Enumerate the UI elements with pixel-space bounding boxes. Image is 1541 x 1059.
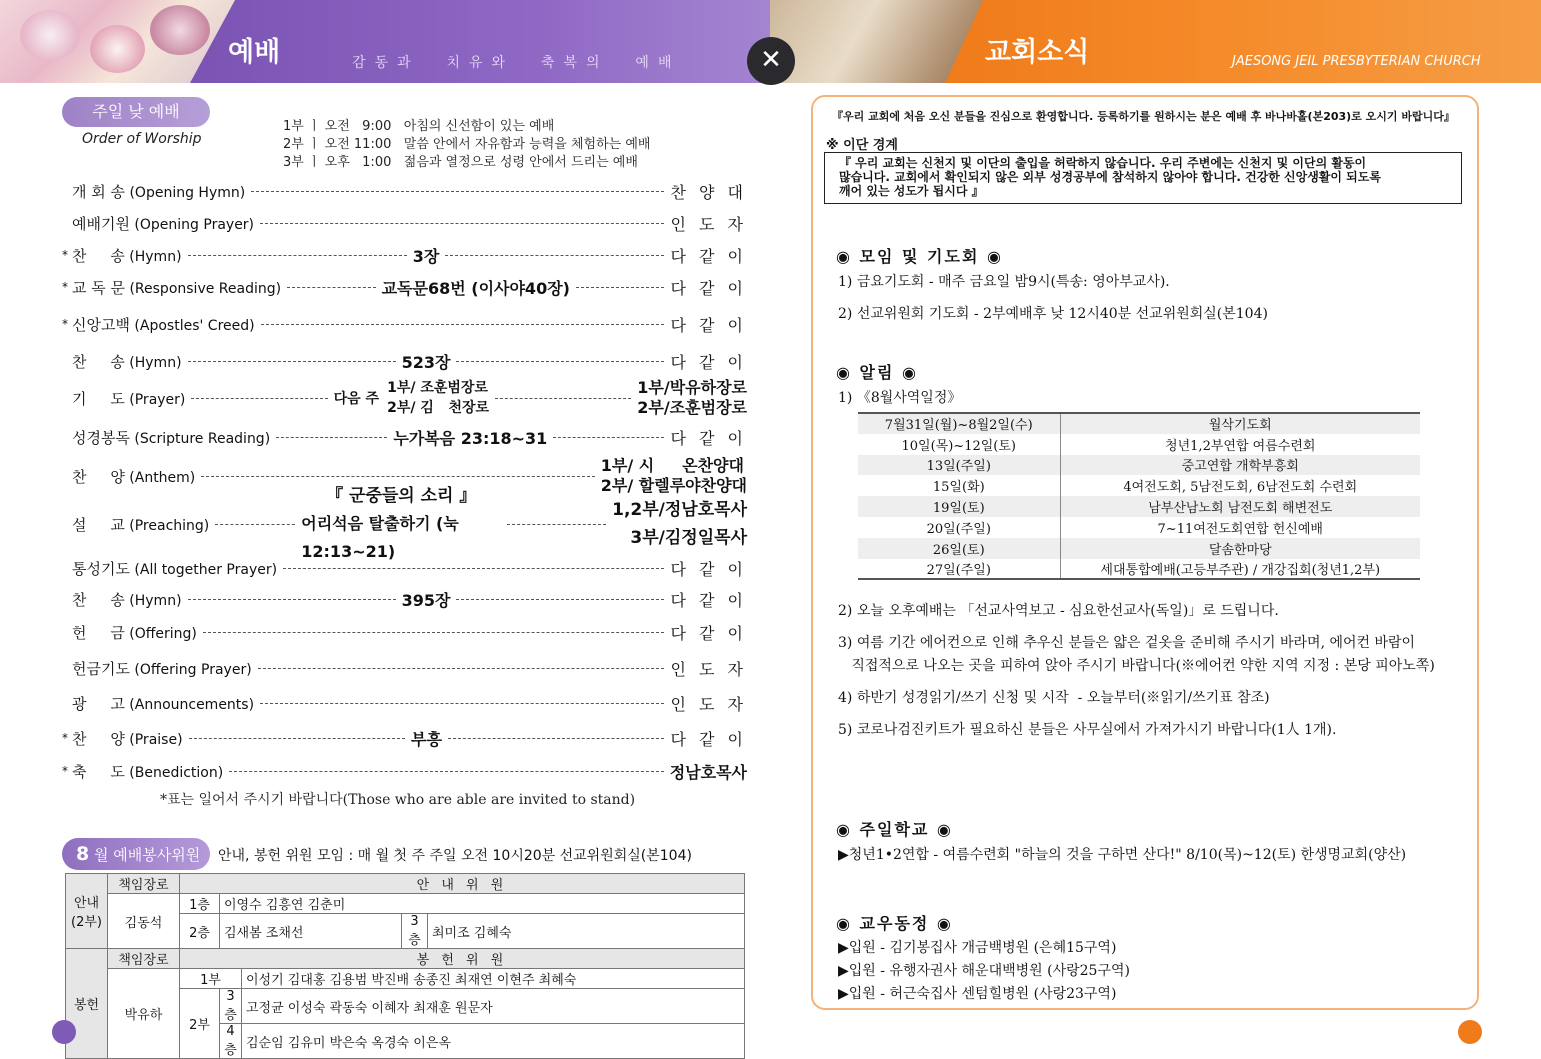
notice-item-4: 4) 하반기 성경읽기/쓰기 신청 및 시작 - 오늘부터(※읽기/쓰기표 참조) bbox=[838, 690, 1270, 706]
offering-floor-3: 3층 bbox=[220, 989, 242, 1024]
order-item-label-en: (Hymn) bbox=[124, 354, 182, 371]
anthem-label-ko: 찬 양 bbox=[72, 467, 125, 486]
notice-section-title: ◉ 알림 ◉ bbox=[836, 363, 918, 382]
prayer-leader-2: 2부/조훈범장로 bbox=[637, 398, 748, 417]
order-item-leader: 다 같 이 bbox=[670, 278, 748, 298]
prayer-label-en: (Prayer) bbox=[124, 391, 186, 408]
order-item-label-ko: 광 고 bbox=[72, 694, 125, 713]
offering-floor-3-names: 고정균 이성숙 곽동숙 이혜자 최재훈 원문자 bbox=[242, 989, 745, 1024]
schedule-event: 청년1,2부연합 여름수련회 bbox=[1165, 438, 1316, 454]
warning-line-1: 『 우리 교회는 신천지 및 이단의 출입을 허락하지 않습니다. 우리 주변에는 신천지 및 이단의 활동이 bbox=[839, 156, 1367, 170]
order-row bbox=[62, 210, 747, 236]
schedule-event: 달솜한마당 bbox=[1060, 538, 1420, 559]
order-item-leader: 다 같 이 bbox=[670, 428, 747, 448]
august-schedule-table bbox=[858, 412, 1420, 580]
order-item-label-ko: 예배기원 bbox=[72, 214, 130, 233]
order-item-label bbox=[72, 277, 281, 298]
next-prayer-2: 2부/ 김 천장로 bbox=[387, 400, 490, 416]
order-row bbox=[62, 242, 747, 268]
order-item-label bbox=[72, 213, 254, 234]
service-time-2: 2부 ㅣ 오전 11:00 말씀 안에서 자유함과 능력을 체험하는 예배 bbox=[283, 137, 651, 152]
member-news-title: ◉ 교우동정 ◉ bbox=[836, 914, 953, 933]
order-item-label bbox=[72, 622, 197, 643]
notice-item-3a: 3) 여름 기간 에어컨으로 인해 추우신 분들은 얇은 겉옷을 준비해 주시기 바라며, 에어컨 바람이 bbox=[838, 635, 1416, 651]
order-item-label-en: (Scripture Reading) bbox=[129, 430, 271, 447]
schedule-row bbox=[858, 455, 1420, 476]
offering-floor-4: 4층 bbox=[220, 1024, 242, 1059]
heresy-warning-heading: ※ 이단 경계 bbox=[826, 138, 898, 153]
page-number-right bbox=[1458, 1020, 1482, 1044]
order-item-leader: 다 같 이 bbox=[670, 623, 747, 643]
order-row bbox=[62, 311, 747, 337]
guide-header: 안 내 위 원 bbox=[180, 874, 745, 894]
order-row bbox=[62, 758, 747, 784]
sunday-school-title: ◉ 주일학교 ◉ bbox=[836, 820, 953, 839]
warning-line-3: 깨어 있는 성도가 됩시다 』 bbox=[839, 184, 984, 198]
guide-floor-3: 3층 bbox=[402, 914, 428, 949]
order-item-label-ko: 개 회 송 bbox=[72, 182, 126, 201]
preaching-label-ko: 설 교 bbox=[72, 515, 125, 534]
schedule-row bbox=[858, 559, 1420, 580]
order-item-label-ko: 축 도 bbox=[72, 762, 125, 781]
order-row bbox=[62, 424, 747, 450]
sermon-title: 『 군중들의 소리 』 bbox=[326, 486, 477, 506]
member-news-item-1: ▶입원 - 김기봉집사 개금백병원 (은혜15구역) bbox=[838, 940, 1117, 956]
order-item-leader: 다 같 이 bbox=[670, 315, 747, 335]
next-week-label: 다음 주 bbox=[333, 391, 380, 407]
offering-label: 봉헌 bbox=[66, 949, 108, 1059]
order-item-label-ko: 신앙고백 bbox=[72, 315, 130, 334]
heresy-warning-box bbox=[824, 152, 1462, 204]
preacher-2: 3부/김정일목사 bbox=[630, 528, 747, 548]
order-item-label bbox=[72, 589, 182, 610]
meeting-item-2: 2) 선교위원회 기도회 - 2부예배후 낮 12시40분 선교위원회실(본104) bbox=[838, 306, 1268, 322]
stand-marker: * bbox=[62, 248, 68, 262]
schedule-date: 15일(화) bbox=[858, 475, 1060, 496]
page-number-left bbox=[52, 1020, 76, 1044]
meeting-section-title: ◉ 모임 및 기도회 ◉ bbox=[836, 247, 1003, 266]
schedule-date: 20일(주일) bbox=[858, 517, 1060, 538]
volunteers-pill-text: 월 예배봉사위원 bbox=[94, 846, 201, 864]
order-item-label-ko: 찬 송 bbox=[72, 352, 125, 371]
order-row bbox=[62, 348, 747, 374]
service-time-1: 1부 ㅣ 오전 9:00 아침의 신선함이 있는 예배 bbox=[283, 119, 555, 134]
sunday-school-item-1: ▶청년1•2연합 - 여름수련회 "하늘의 것을 구하면 산다!" 8/10(목)~12(토) 한생명교회(양산) bbox=[838, 847, 1407, 863]
order-item-leader: 찬 양 대 bbox=[670, 182, 747, 202]
order-item-label bbox=[72, 558, 277, 579]
member-news-item-2: ▶입원 - 유행자권사 해운대백병원 (사랑25구역) bbox=[838, 963, 1130, 979]
worship-subtitle: 감동과 치유와 축복의 예배 bbox=[352, 55, 681, 71]
offering-elder: 박유하 bbox=[108, 969, 180, 1059]
order-item-leader: 인 도 자 bbox=[670, 659, 747, 679]
order-row bbox=[62, 690, 747, 716]
order-item-detail: 395장 bbox=[401, 590, 451, 610]
order-item-label-ko: 찬 송 bbox=[72, 246, 125, 265]
order-row bbox=[62, 655, 747, 681]
order-row bbox=[62, 274, 747, 300]
notice-item-2: 2) 오늘 오후예배는 「선교사역보고 - 심요한선교사(독일)」로 드립니다. bbox=[838, 603, 1279, 619]
order-item-label-en: (Announcements) bbox=[124, 696, 255, 713]
stand-marker: * bbox=[62, 280, 68, 294]
guide-floor-2: 2층 bbox=[180, 914, 220, 949]
order-item-label-en: (Apostles' Creed) bbox=[129, 317, 255, 334]
volunteers-pill bbox=[62, 838, 210, 870]
order-item-leader: 다 같 이 bbox=[670, 590, 747, 610]
meeting-item-1: 1) 금요기도회 - 매주 금요일 밤9시(특송: 영아부교사). bbox=[838, 274, 1170, 290]
order-item-label bbox=[72, 693, 254, 714]
prayer-label-ko: 기 도 bbox=[72, 389, 125, 408]
order-item-label-en: (Benediction) bbox=[124, 764, 224, 781]
anthem-choir-1: 1부/ 시 온찬양대 bbox=[600, 456, 744, 475]
order-item-leader: 다 같 이 bbox=[670, 729, 747, 749]
order-item-label-en: (Responsive Reading) bbox=[125, 280, 282, 297]
order-item-label-ko: 헌 금 bbox=[72, 623, 125, 642]
guide-sub: (2부) bbox=[71, 915, 102, 930]
order-item-leader: 정남호목사 bbox=[669, 762, 747, 782]
church-name: JAESONG JEIL PRESBYTERIAN CHURCH bbox=[1232, 54, 1481, 69]
order-item-leader: 인 도 자 bbox=[670, 214, 747, 234]
order-of-worship-label: Order of Worship bbox=[82, 131, 202, 147]
schedule-date: 7월31일(월)~8월2일(수) bbox=[858, 413, 1060, 434]
schedule-row bbox=[858, 434, 1420, 455]
preacher-1: 1,2부/정남호목사 bbox=[612, 500, 747, 520]
preaching-label-en: (Preaching) bbox=[124, 517, 210, 534]
schedule-row bbox=[858, 496, 1420, 517]
schedule-date: 19일(토) bbox=[858, 496, 1060, 517]
order-item-label bbox=[72, 658, 252, 679]
sunday-worship-pill: 주일 낮 예배 bbox=[62, 97, 210, 127]
schedule-row bbox=[858, 413, 1420, 434]
offering-service-2: 2부 bbox=[180, 989, 220, 1059]
order-item-label-ko: 찬 양 bbox=[72, 729, 125, 748]
notice-item-3b: 직접적으로 나오는 곳을 피하여 앉아 주시기 바랍니다(※에어컨 약한 지역 지정 : 본당 피아노쪽) bbox=[838, 658, 1435, 674]
order-item-leader: 다 같 이 bbox=[670, 246, 748, 266]
guide-elder: 김동석 bbox=[108, 894, 180, 949]
order-item-label-en: (All together Prayer) bbox=[129, 561, 278, 578]
close-x-icon: ✕ bbox=[747, 37, 795, 85]
schedule-row bbox=[858, 517, 1420, 538]
order-item-label-en: (Praise) bbox=[124, 731, 183, 748]
order-item-label-ko: 통성기도 bbox=[72, 559, 130, 578]
schedule-date: 27일(주일) bbox=[858, 559, 1060, 580]
guide-label: 안내 bbox=[73, 896, 100, 911]
worship-title: 예배 bbox=[228, 37, 281, 68]
order-item-label-en: (Opening Prayer) bbox=[129, 216, 255, 233]
order-item-leader: 인 도 자 bbox=[670, 694, 747, 714]
offering-elder-label: 책임장로 bbox=[108, 949, 180, 969]
order-item-leader: 다 같 이 bbox=[670, 352, 747, 372]
standing-note: *표는 일어서 주시기 바랍니다(Those who are able are invited to stand) bbox=[160, 792, 636, 808]
order-item-label-en: (Opening Hymn) bbox=[125, 184, 246, 201]
notice-item-5: 5) 코로나검진키트가 필요하신 분들은 사무실에서 가져가시기 바랍니다(1人 1개). bbox=[838, 722, 1337, 738]
guide-floor-3-names: 최미조 김혜숙 bbox=[428, 914, 745, 949]
order-row-prayer bbox=[62, 378, 748, 417]
prayer-leader-1: 1부/박유하장로 bbox=[637, 378, 748, 397]
guide-elder-label: 책임장로 bbox=[108, 874, 180, 894]
month-number: 8 bbox=[76, 843, 90, 865]
member-news-item-3: ▶입원 - 허근숙집사 센텀힐병원 (사랑23구역) bbox=[838, 986, 1117, 1002]
offering-service-1: 1부 bbox=[180, 969, 242, 989]
schedule-event: 세대통합예배(고등부주관) / 개강집회(청년1,2부) bbox=[1100, 562, 1381, 578]
volunteers-table bbox=[65, 873, 745, 1059]
anthem-choir-2: 2부/ 할렐루야찬양대 bbox=[600, 476, 747, 495]
guide-floor-2-names: 김새봄 조채선 bbox=[220, 914, 402, 949]
order-item-label bbox=[72, 314, 255, 335]
stand-marker: * bbox=[62, 764, 68, 778]
warning-line-2: 많습니다. 교회에서 확인되지 않은 외부 성경공부에 참석하지 않아야 합니다. 건강한 신앙생활이 되도록 bbox=[839, 170, 1381, 184]
order-row bbox=[62, 586, 747, 612]
volunteers-meeting-note: 안내, 봉헌 위원 모임 : 매 월 첫 주 주일 오전 10시20분 선교위원회실(본104) bbox=[218, 848, 692, 864]
schedule-event: 7~11여전도회연합 헌신예배 bbox=[1157, 521, 1323, 537]
offering-header: 봉 헌 위 원 bbox=[180, 949, 745, 969]
order-row bbox=[62, 178, 747, 204]
offering-floor-4-names: 김순임 김유미 박은숙 옥경숙 이은옥 bbox=[242, 1024, 745, 1059]
order-item-label-ko: 찬 송 bbox=[72, 590, 125, 609]
order-item-label bbox=[72, 181, 245, 202]
stand-marker: * bbox=[62, 317, 68, 331]
order-item-detail: 3장 bbox=[412, 246, 440, 266]
order-item-label bbox=[72, 245, 182, 266]
schedule-event: 월삭기도회 bbox=[1060, 413, 1420, 434]
schedule-event: 남부산남노회 남전도회 해변전도 bbox=[1060, 496, 1420, 517]
anthem-label-en: (Anthem) bbox=[124, 469, 196, 486]
order-item-detail: 누가복음 23:18~31 bbox=[393, 428, 548, 448]
schedule-date: 13일(주일) bbox=[858, 455, 1060, 476]
schedule-date: 10일(목)~12일(토) bbox=[858, 434, 1060, 455]
service-time-3: 3부 ㅣ 오후 1:00 젊음과 열정으로 성령 안에서 드리는 예배 bbox=[283, 155, 638, 170]
order-item-detail: 부흥 bbox=[411, 729, 442, 749]
offering-service-1-names: 이성기 김대홍 김용범 박진배 송종진 최재연 이현주 최혜숙 bbox=[242, 969, 745, 989]
order-item-detail: 523장 bbox=[401, 352, 451, 372]
schedule-event: 중고연합 개학부흥회 bbox=[1060, 455, 1420, 476]
order-item-detail: 교독문68번 (이사야40장) bbox=[381, 278, 570, 298]
order-row-preaching bbox=[62, 486, 747, 561]
order-row bbox=[62, 725, 747, 751]
schedule-row bbox=[858, 475, 1420, 496]
sermon-subtitle: 어리석음 탈출하기 (눅12:13~21) bbox=[301, 514, 459, 561]
news-title: 교회소식 bbox=[985, 37, 1090, 68]
guide-floor-1: 1층 bbox=[180, 894, 220, 914]
schedule-row bbox=[858, 538, 1420, 559]
order-item-label bbox=[72, 728, 183, 749]
order-item-label-ko: 헌금기도 bbox=[72, 659, 130, 678]
order-item-label-en: (Hymn) bbox=[124, 592, 182, 609]
order-item-label-ko: 교 독 문 bbox=[72, 278, 126, 297]
order-item-label-ko: 성경봉독 bbox=[72, 428, 130, 447]
order-item-label-en: (Hymn) bbox=[124, 248, 182, 265]
next-prayer-1: 1부/ 조훈범장로 bbox=[387, 380, 488, 396]
guide-floor-1-names: 이영수 김흥연 김춘미 bbox=[220, 894, 745, 914]
schedule-event: 4여전도회, 5남전도회, 6남전도회 수련회 bbox=[1123, 480, 1358, 496]
order-item-label-en: (Offering Prayer) bbox=[129, 661, 252, 678]
order-item-leader: 다 같 이 bbox=[670, 559, 747, 579]
order-row bbox=[62, 619, 747, 645]
notice-item-1: 1) 《8월사역일정》 bbox=[838, 390, 962, 406]
order-item-label bbox=[72, 351, 182, 372]
welcome-message: 『우리 교회에 처음 오신 분들을 진심으로 환영합니다. 등록하기를 원하시는 분은 예배 후 바나바홀(본203)로 오시기 바랍니다』 bbox=[832, 110, 1455, 123]
order-item-label bbox=[72, 761, 223, 782]
order-item-label bbox=[72, 427, 270, 448]
order-item-label-en: (Offering) bbox=[124, 625, 197, 642]
schedule-date: 26일(토) bbox=[858, 538, 1060, 559]
stand-marker: * bbox=[62, 731, 68, 745]
